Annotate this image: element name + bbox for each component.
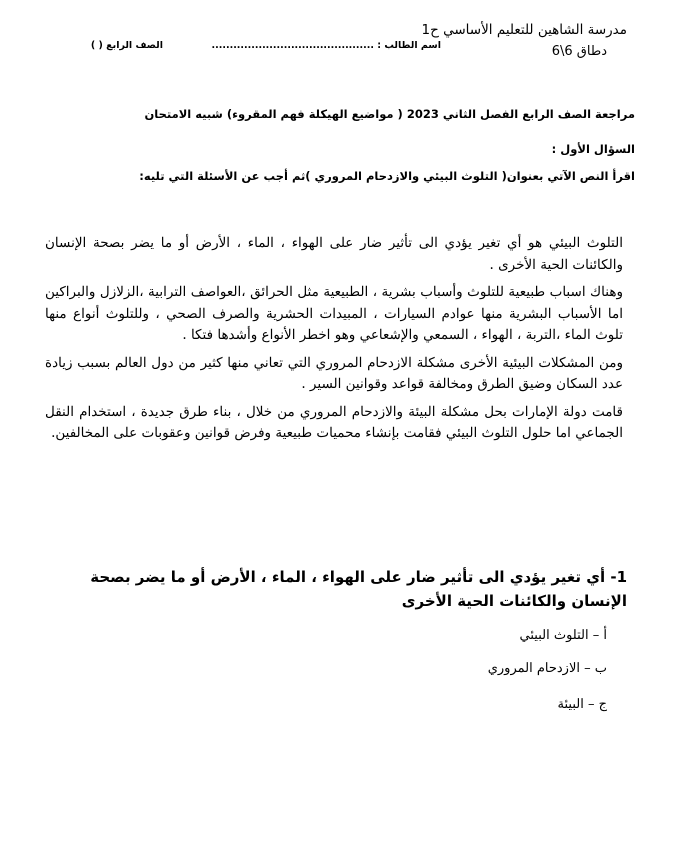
page-code: دطاق 6\6 [551,44,607,59]
question-1-option-a: أ – التلوث البيئي [519,628,607,643]
question-1 [41,565,627,613]
passage-paragraph: التلوث البيئي هو أي تغير يؤدي الى تأثير ضار على الهواء ، الماء ، الأرض أو ما يضر بصحة الإنسان والكائنات الحية الأخرى . [45,235,623,273]
question-1-option-c: ج – البيئة [557,697,607,712]
reading-passage [45,233,623,451]
student-name-line: اسم الطالب : ............................................. [211,40,441,51]
question-label: السؤال الأول : [551,142,635,156]
grade-line: الصف الرابع ( ) [90,40,163,51]
question-1-option-b: ب – الازدحام المروري [487,661,607,676]
question-1-text: 1- أي تغير يؤدي الى تأثير ضار على الهواء ، الماء ، الأرض أو ما يضر بصحة الإنسان والكائنات الحية الأخرى [90,568,627,610]
passage-paragraph: وهناك اسباب طبيعية للتلوث وأسباب بشرية ، الطبيعية مثل الحرائق ،العواصف الترابية ،الزلازل والبراكين اما الأسباب البشرية منها عوادم السيارات ، المبيدات الحشرية والصرف الصحي ، وللتلوث أنواع منها تلوث الماء ،التربة ، الهواء ، السمعي والإشعاعي وهو اخطر الأنواع وأشدها فتكا . [45,284,623,343]
instruction: اقرأ النص الآتي بعنوان( التلوث البيئي والازدحام المروري )ثم أجب عن الأسئلة التي تليه: [139,169,635,183]
page-title: مراجعة الصف الرابع الفصل الثاني 2023 ( مواضيع الهيكلة فهم المقروء) شبيه الامتحان [144,107,635,121]
school-name: مدرسة الشاهين للتعليم الأساسي ح1 [421,22,627,38]
passage-paragraph: قامت دولة الإمارات بحل مشكلة البيئة والازدحام المروري من خلال ، بناء طرق جديدة ، استخدام النقل الجماعي اما حلول التلوث البيئي فقامت بإنشاء محميات طبيعية وفرض قوانين وعقوبات على المخالفين. [45,403,623,441]
passage-paragraph: ومن المشكلات البيئية الأخرى مشكلة الازدحام المروري التي تعاني منها كثير من دول العالم بسبب زيادة عدد السكان وضيق الطرق ومخالفة قواعد وقوانين السير . [45,354,623,392]
